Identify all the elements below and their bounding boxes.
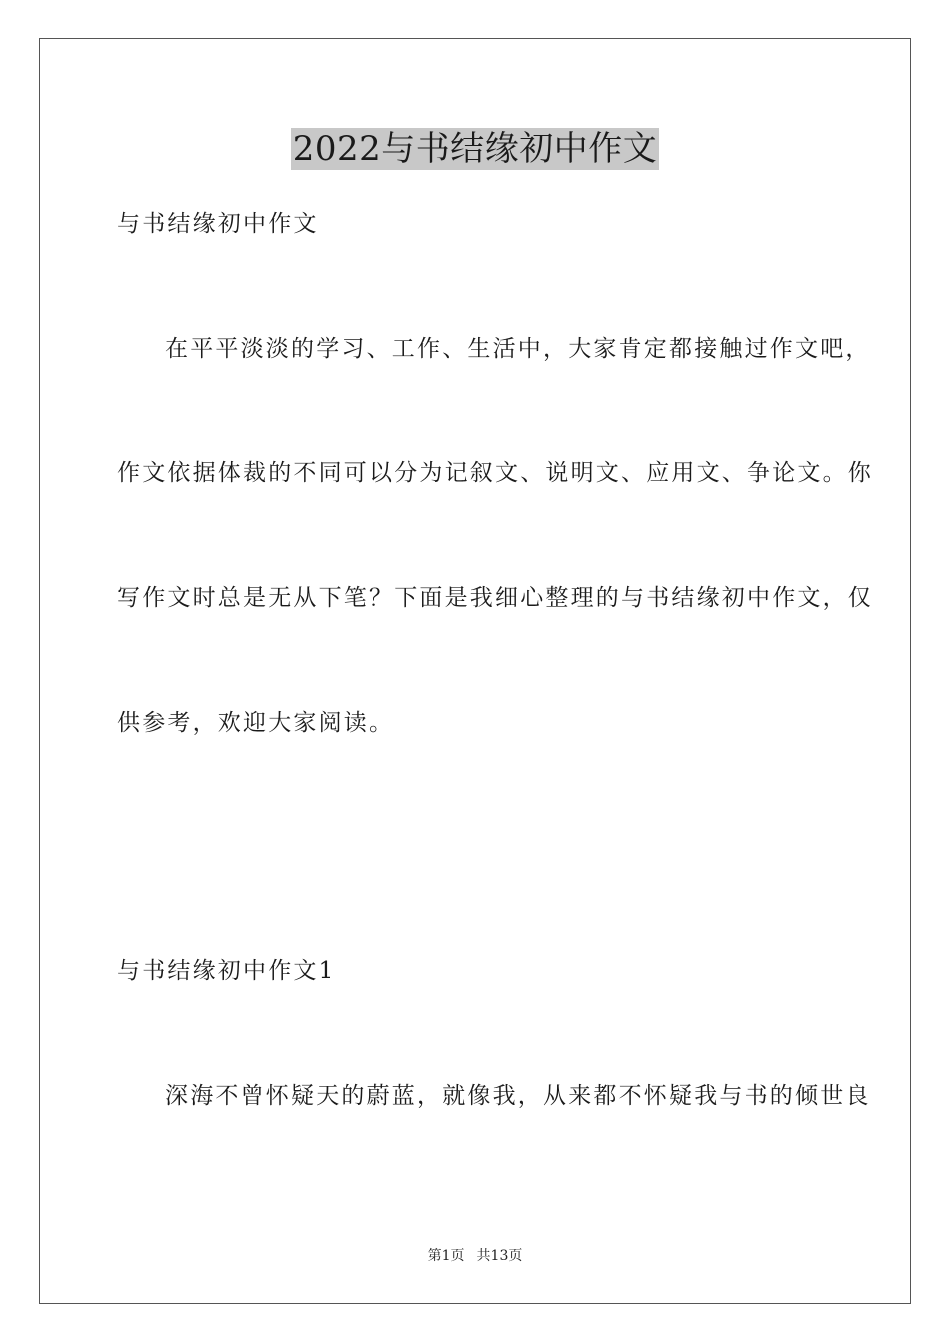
- intro-line-1: 在平平淡淡的学习、工作、生活中，大家肯定都接触过作文吧，: [165, 336, 871, 362]
- document-subtitle: 与书结缘初中作文: [117, 211, 319, 237]
- page-number: 第1页: [427, 1248, 465, 1264]
- document-title: 2022与书结缘初中作文: [292, 129, 658, 169]
- intro-line-2: 作文依据体裁的不同可以分为记叙文、说明文、应用文、争论文。你: [117, 460, 873, 486]
- document-title-block: [0, 128, 950, 176]
- page-footer: [0, 1246, 950, 1266]
- page-total: 共13页: [476, 1248, 523, 1264]
- section-first-line: 深海不曾怀疑天的蔚蓝，就像我，从来都不怀疑我与书的倾世良: [165, 1083, 871, 1109]
- intro-line-4: 供参考，欢迎大家阅读。: [117, 710, 395, 736]
- section-heading: 与书结缘初中作文1: [117, 958, 336, 984]
- intro-line-3: 写作文时总是无从下笔？下面是我细心整理的与书结缘初中作文，仅: [117, 585, 873, 611]
